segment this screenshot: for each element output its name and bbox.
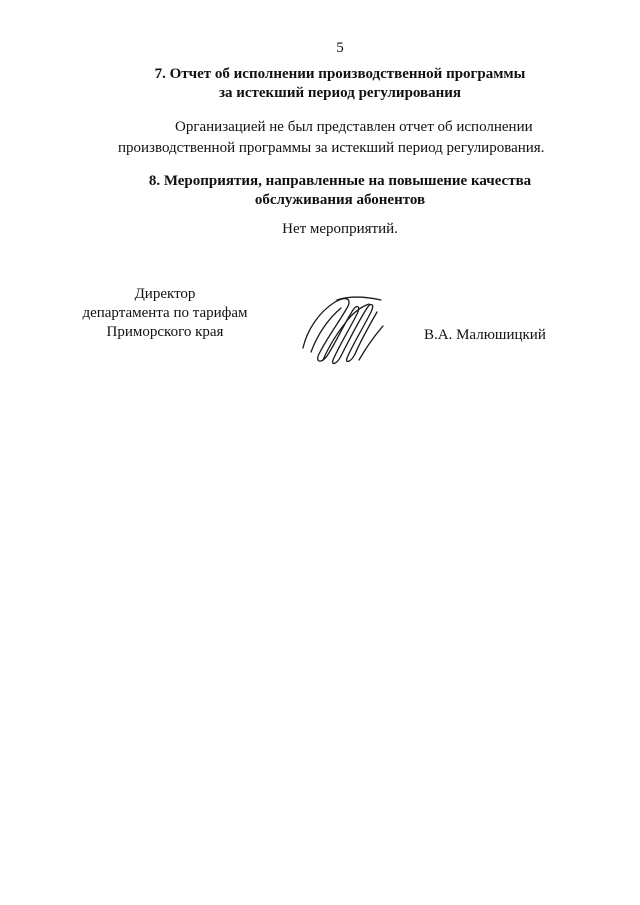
section-8-heading-line-2: обслуживания абонентов xyxy=(254,192,426,208)
section-8-heading-line-1: 8. Мероприятия, направленные на повышение качества xyxy=(148,173,532,189)
section-7-paragraph-line-2: производственной программы за истекший период регулирования. xyxy=(118,140,545,156)
section-7-heading-line-1: 7. Отчет об исполнении производственной программы xyxy=(154,66,526,82)
signatory-name: В.А. Малюшицкий xyxy=(424,327,546,343)
section-7-heading xyxy=(0,65,640,103)
section-7-paragraph-line-1: Организацией не был представлен отчет об исполнении xyxy=(175,119,533,135)
section-7-paragraph xyxy=(118,117,558,159)
section-7-heading-line-2: за истекший период регулирования xyxy=(218,85,462,101)
signatory-title-line-3: Приморского края xyxy=(106,324,224,340)
section-8-paragraph: Нет мероприятий. xyxy=(282,221,398,237)
handwritten-signature xyxy=(297,290,387,370)
signatory-title-line-1: Директор xyxy=(134,286,196,302)
signatory-title-line-2: департамента по тарифам xyxy=(82,305,248,321)
section-8-heading xyxy=(0,172,640,210)
page-number: 5 xyxy=(336,40,344,56)
signatory-title xyxy=(70,285,260,342)
